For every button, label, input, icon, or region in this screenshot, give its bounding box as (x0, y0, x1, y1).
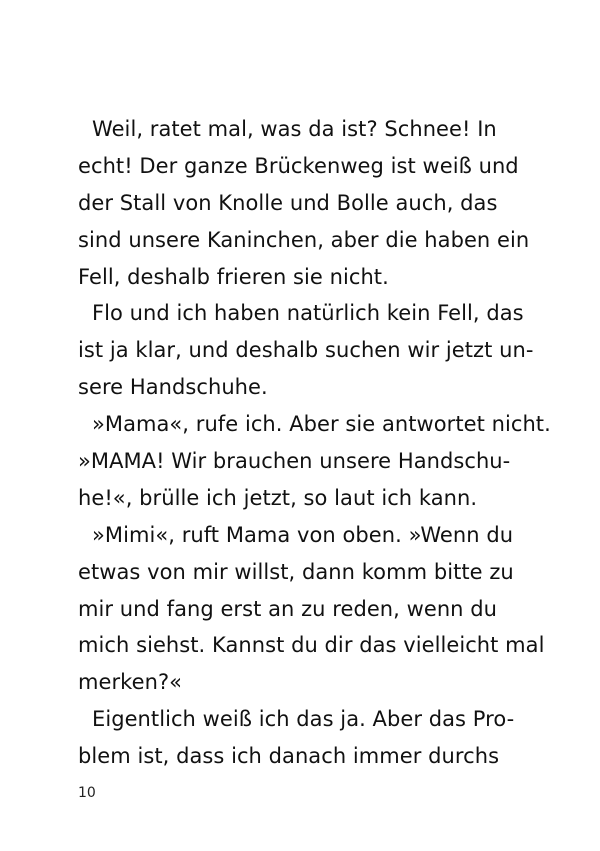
text-line: ist ja klar, und deshalb suchen wir jetzt un- (78, 338, 534, 363)
text-line: Fell, deshalb frieren sie nicht. (78, 264, 389, 289)
text-line: »Mama«, rufe ich. Aber sie antwortet nicht. (92, 412, 551, 437)
text-line: mich siehst. Kannst du dir das vielleicht mal (78, 633, 545, 658)
page-number: 10 (78, 785, 96, 801)
text-line: etwas von mir willst, dann komm bitte zu (78, 559, 514, 584)
text-line: der Stall von Knolle und Bolle auch, das (78, 190, 498, 215)
text-line: Weil, ratet mal, was da ist? Schnee! In (92, 117, 497, 141)
text-line: echt! Der ganze Brückenweg ist weiß und (78, 153, 519, 178)
text-line: »MAMA! Wir brauchen unsere Handschu- (78, 449, 511, 474)
text-line: sind unsere Kaninchen, aber die haben ein (78, 227, 530, 252)
text-line: he!«, brülle ich jetzt, so laut ich kann. (78, 485, 478, 510)
text-line: Flo und ich haben natürlich kein Fell, das (92, 301, 524, 326)
body-text (78, 111, 551, 775)
text-line: merken?« (78, 670, 183, 695)
text-line: Eigentlich weiß ich das ja. Aber das Pro- (92, 707, 515, 732)
text-line: blem ist, dass ich danach immer durchs (78, 744, 500, 769)
text-line: sere Handschuhe. (78, 375, 268, 400)
text-line: »Mimi«, ruft Mama von oben. »Wenn du (92, 522, 514, 547)
text-line: mir und fang erst an zu reden, wenn du (78, 596, 497, 621)
